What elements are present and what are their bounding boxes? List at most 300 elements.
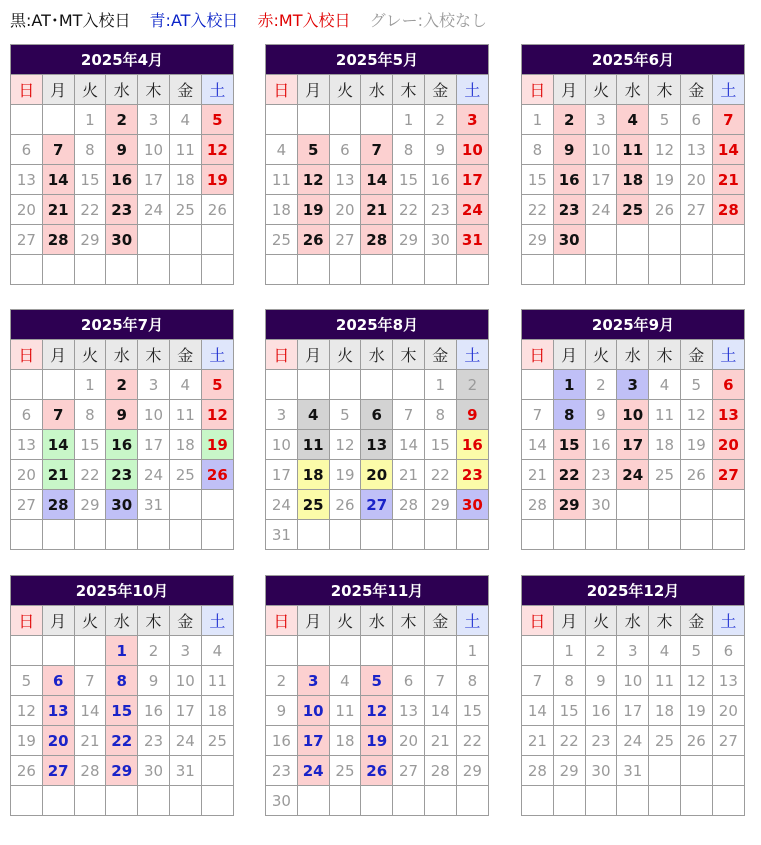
day-cell: 10 — [297, 696, 329, 726]
day-cell: 14 — [424, 696, 456, 726]
day-cell: 24 — [617, 460, 649, 490]
empty-cell — [138, 225, 170, 255]
empty-cell — [42, 370, 74, 400]
day-cell: 28 — [74, 756, 106, 786]
day-cell: 7 — [393, 400, 425, 430]
day-cell: 11 — [169, 400, 201, 430]
day-cell: 12 — [680, 400, 712, 430]
day-cell: 16 — [456, 430, 488, 460]
empty-cell — [42, 786, 74, 816]
empty-cell — [649, 490, 681, 520]
day-cell: 24 — [617, 726, 649, 756]
month-calendar — [265, 309, 489, 550]
weekday-header: 火 — [585, 340, 617, 370]
day-cell: 6 — [329, 135, 361, 165]
empty-cell — [522, 520, 554, 550]
day-cell: 24 — [138, 195, 170, 225]
day-cell: 30 — [456, 490, 488, 520]
empty-cell — [712, 225, 744, 255]
day-cell: 25 — [297, 490, 329, 520]
empty-cell — [424, 636, 456, 666]
weekday-header: 金 — [424, 75, 456, 105]
day-cell: 5 — [361, 666, 393, 696]
day-cell: 28 — [424, 756, 456, 786]
day-cell: 29 — [393, 225, 425, 255]
day-cell: 23 — [585, 726, 617, 756]
day-cell: 26 — [297, 225, 329, 255]
day-cell: 21 — [42, 460, 74, 490]
empty-cell — [617, 255, 649, 285]
weekday-header: 火 — [74, 340, 106, 370]
day-cell: 6 — [712, 370, 744, 400]
month-title: 2025年9月 — [522, 310, 745, 340]
day-cell: 1 — [522, 105, 554, 135]
weekday-header: 火 — [74, 75, 106, 105]
day-cell: 30 — [266, 786, 298, 816]
day-cell: 27 — [712, 460, 744, 490]
day-cell: 11 — [201, 666, 233, 696]
empty-cell — [266, 255, 298, 285]
day-cell: 3 — [138, 370, 170, 400]
day-cell: 5 — [649, 105, 681, 135]
day-cell: 28 — [712, 195, 744, 225]
empty-cell — [585, 225, 617, 255]
empty-cell — [297, 105, 329, 135]
day-cell: 30 — [585, 490, 617, 520]
day-cell: 1 — [456, 636, 488, 666]
day-cell: 6 — [712, 636, 744, 666]
day-cell: 17 — [138, 430, 170, 460]
day-cell: 8 — [553, 400, 585, 430]
weekday-header: 水 — [617, 606, 649, 636]
empty-cell — [297, 786, 329, 816]
day-cell: 12 — [680, 666, 712, 696]
day-cell: 24 — [297, 756, 329, 786]
empty-cell — [680, 225, 712, 255]
day-cell: 16 — [106, 430, 138, 460]
empty-cell — [138, 520, 170, 550]
empty-cell — [201, 255, 233, 285]
day-cell: 2 — [106, 105, 138, 135]
weekday-header: 土 — [456, 606, 488, 636]
day-cell: 3 — [456, 105, 488, 135]
empty-cell — [266, 370, 298, 400]
day-cell: 19 — [649, 165, 681, 195]
day-cell: 23 — [456, 460, 488, 490]
day-cell: 26 — [680, 726, 712, 756]
weekday-header: 木 — [393, 75, 425, 105]
empty-cell — [106, 255, 138, 285]
day-cell: 6 — [11, 135, 43, 165]
day-cell: 1 — [74, 105, 106, 135]
day-cell: 28 — [42, 490, 74, 520]
day-cell: 20 — [11, 195, 43, 225]
day-cell: 8 — [106, 666, 138, 696]
day-cell: 6 — [680, 105, 712, 135]
weekday-header: 木 — [649, 606, 681, 636]
day-cell: 29 — [522, 225, 554, 255]
day-cell: 2 — [266, 666, 298, 696]
day-cell: 9 — [424, 135, 456, 165]
weekday-header: 月 — [553, 340, 585, 370]
month-title: 2025年7月 — [11, 310, 234, 340]
empty-cell — [329, 255, 361, 285]
day-cell: 18 — [329, 726, 361, 756]
empty-cell — [11, 520, 43, 550]
weekday-header: 日 — [266, 606, 298, 636]
day-cell: 4 — [649, 636, 681, 666]
day-cell: 6 — [42, 666, 74, 696]
day-cell: 31 — [456, 225, 488, 255]
weekday-header: 水 — [361, 340, 393, 370]
day-cell: 11 — [649, 400, 681, 430]
weekday-header: 木 — [649, 75, 681, 105]
day-cell: 11 — [649, 666, 681, 696]
legend-blue: 青:AT入校日 — [149, 11, 239, 30]
day-cell: 7 — [522, 400, 554, 430]
day-cell: 3 — [617, 370, 649, 400]
day-cell: 8 — [393, 135, 425, 165]
empty-cell — [297, 520, 329, 550]
empty-cell — [712, 490, 744, 520]
day-cell: 22 — [74, 195, 106, 225]
weekday-header: 土 — [201, 606, 233, 636]
weekday-header: 土 — [712, 606, 744, 636]
day-cell: 15 — [106, 696, 138, 726]
day-cell: 20 — [393, 726, 425, 756]
empty-cell — [424, 786, 456, 816]
day-cell: 12 — [649, 135, 681, 165]
weekday-header: 水 — [106, 340, 138, 370]
day-cell: 23 — [585, 460, 617, 490]
day-cell: 1 — [424, 370, 456, 400]
empty-cell — [361, 520, 393, 550]
weekday-header: 土 — [456, 340, 488, 370]
empty-cell — [585, 786, 617, 816]
empty-cell — [42, 255, 74, 285]
day-cell: 13 — [712, 666, 744, 696]
empty-cell — [424, 520, 456, 550]
day-cell: 8 — [74, 135, 106, 165]
day-cell: 19 — [680, 696, 712, 726]
day-cell: 26 — [11, 756, 43, 786]
weekday-header: 金 — [680, 606, 712, 636]
day-cell: 17 — [169, 696, 201, 726]
day-cell: 29 — [553, 756, 585, 786]
weekday-header: 木 — [138, 606, 170, 636]
day-cell: 23 — [424, 195, 456, 225]
weekday-header: 水 — [361, 75, 393, 105]
day-cell: 5 — [201, 370, 233, 400]
empty-cell — [393, 255, 425, 285]
day-cell: 16 — [138, 696, 170, 726]
day-cell: 14 — [712, 135, 744, 165]
day-cell: 19 — [329, 460, 361, 490]
day-cell: 21 — [361, 195, 393, 225]
day-cell: 17 — [617, 696, 649, 726]
empty-cell — [106, 786, 138, 816]
day-cell: 9 — [106, 135, 138, 165]
weekday-header: 月 — [42, 75, 74, 105]
day-cell: 17 — [585, 165, 617, 195]
day-cell: 1 — [553, 370, 585, 400]
day-cell: 29 — [456, 756, 488, 786]
day-cell: 12 — [11, 696, 43, 726]
day-cell: 27 — [11, 225, 43, 255]
weekday-header: 月 — [42, 606, 74, 636]
day-cell: 30 — [106, 490, 138, 520]
day-cell: 1 — [74, 370, 106, 400]
empty-cell — [329, 520, 361, 550]
day-cell: 28 — [522, 756, 554, 786]
day-cell: 7 — [42, 135, 74, 165]
day-cell: 20 — [361, 460, 393, 490]
empty-cell — [201, 490, 233, 520]
day-cell: 29 — [74, 490, 106, 520]
day-cell: 25 — [649, 460, 681, 490]
weekday-header: 日 — [11, 340, 43, 370]
day-cell: 22 — [522, 195, 554, 225]
empty-cell — [456, 520, 488, 550]
empty-cell — [74, 636, 106, 666]
day-cell: 8 — [456, 666, 488, 696]
weekday-header: 土 — [712, 75, 744, 105]
empty-cell — [11, 370, 43, 400]
day-cell: 9 — [266, 696, 298, 726]
day-cell: 22 — [74, 460, 106, 490]
day-cell: 15 — [522, 165, 554, 195]
day-cell: 13 — [42, 696, 74, 726]
day-cell: 18 — [617, 165, 649, 195]
day-cell: 16 — [585, 696, 617, 726]
day-cell: 11 — [169, 135, 201, 165]
day-cell: 10 — [138, 135, 170, 165]
day-cell: 22 — [553, 726, 585, 756]
day-cell: 10 — [138, 400, 170, 430]
day-cell: 8 — [424, 400, 456, 430]
day-cell: 18 — [169, 430, 201, 460]
empty-cell — [74, 786, 106, 816]
weekday-header: 月 — [297, 340, 329, 370]
day-cell: 16 — [585, 430, 617, 460]
empty-cell — [393, 370, 425, 400]
day-cell: 3 — [266, 400, 298, 430]
day-cell: 9 — [585, 400, 617, 430]
day-cell: 27 — [361, 490, 393, 520]
day-cell: 2 — [106, 370, 138, 400]
day-cell: 30 — [138, 756, 170, 786]
day-cell: 13 — [11, 165, 43, 195]
day-cell: 7 — [42, 400, 74, 430]
day-cell: 22 — [456, 726, 488, 756]
empty-cell — [424, 255, 456, 285]
day-cell: 30 — [106, 225, 138, 255]
day-cell: 15 — [393, 165, 425, 195]
day-cell: 18 — [169, 165, 201, 195]
day-cell: 4 — [169, 105, 201, 135]
weekday-header: 月 — [297, 606, 329, 636]
month-calendar — [521, 309, 745, 550]
day-cell: 16 — [106, 165, 138, 195]
day-cell: 14 — [74, 696, 106, 726]
day-cell: 15 — [456, 696, 488, 726]
day-cell: 20 — [329, 195, 361, 225]
day-cell: 26 — [329, 490, 361, 520]
month-title: 2025年8月 — [266, 310, 489, 340]
month-calendar — [521, 44, 745, 285]
empty-cell — [297, 636, 329, 666]
day-cell: 27 — [393, 756, 425, 786]
day-cell: 25 — [169, 460, 201, 490]
empty-cell — [11, 105, 43, 135]
empty-cell — [361, 636, 393, 666]
day-cell: 12 — [201, 135, 233, 165]
day-cell: 10 — [585, 135, 617, 165]
day-cell: 21 — [74, 726, 106, 756]
day-cell: 29 — [74, 225, 106, 255]
day-cell: 23 — [553, 195, 585, 225]
empty-cell — [585, 520, 617, 550]
day-cell: 6 — [393, 666, 425, 696]
month-calendar — [10, 44, 234, 285]
weekday-header: 金 — [169, 606, 201, 636]
day-cell: 31 — [169, 756, 201, 786]
day-cell: 12 — [361, 696, 393, 726]
empty-cell — [266, 105, 298, 135]
day-cell: 2 — [553, 105, 585, 135]
month-calendar — [521, 575, 745, 816]
day-cell: 2 — [585, 370, 617, 400]
day-cell: 19 — [11, 726, 43, 756]
day-cell: 23 — [106, 195, 138, 225]
empty-cell — [712, 520, 744, 550]
month-title: 2025年11月 — [266, 576, 489, 606]
day-cell: 10 — [617, 400, 649, 430]
day-cell: 16 — [266, 726, 298, 756]
month-calendar — [265, 575, 489, 816]
empty-cell — [201, 520, 233, 550]
day-cell: 10 — [169, 666, 201, 696]
day-cell: 25 — [266, 225, 298, 255]
day-cell: 3 — [585, 105, 617, 135]
day-cell: 19 — [297, 195, 329, 225]
empty-cell — [456, 786, 488, 816]
day-cell: 26 — [201, 460, 233, 490]
day-cell: 1 — [553, 636, 585, 666]
day-cell: 22 — [553, 460, 585, 490]
day-cell: 15 — [553, 430, 585, 460]
day-cell: 29 — [106, 756, 138, 786]
day-cell: 13 — [712, 400, 744, 430]
weekday-header: 日 — [266, 340, 298, 370]
empty-cell — [553, 520, 585, 550]
day-cell: 25 — [329, 756, 361, 786]
day-cell: 31 — [138, 490, 170, 520]
day-cell: 4 — [297, 400, 329, 430]
day-cell: 25 — [169, 195, 201, 225]
empty-cell — [680, 255, 712, 285]
day-cell: 4 — [617, 105, 649, 135]
day-cell: 24 — [138, 460, 170, 490]
weekday-header: 火 — [74, 606, 106, 636]
day-cell: 15 — [553, 696, 585, 726]
day-cell: 31 — [617, 756, 649, 786]
weekday-header: 月 — [297, 75, 329, 105]
empty-cell — [42, 105, 74, 135]
day-cell: 5 — [297, 135, 329, 165]
empty-cell — [329, 786, 361, 816]
empty-cell — [297, 370, 329, 400]
day-cell: 18 — [201, 696, 233, 726]
day-cell: 5 — [680, 370, 712, 400]
empty-cell — [266, 636, 298, 666]
day-cell: 22 — [106, 726, 138, 756]
day-cell: 20 — [42, 726, 74, 756]
empty-cell — [169, 520, 201, 550]
weekday-header: 金 — [424, 606, 456, 636]
month-calendar — [10, 309, 234, 550]
weekday-header: 火 — [585, 75, 617, 105]
empty-cell — [680, 490, 712, 520]
day-cell: 18 — [649, 696, 681, 726]
legend — [10, 8, 501, 34]
weekday-header: 金 — [680, 340, 712, 370]
weekday-header: 日 — [11, 75, 43, 105]
month-calendar — [265, 44, 489, 285]
day-cell: 12 — [297, 165, 329, 195]
weekday-header: 木 — [393, 340, 425, 370]
day-cell: 4 — [169, 370, 201, 400]
legend-gray: グレー:入校なし — [369, 11, 487, 30]
empty-cell — [712, 756, 744, 786]
weekday-header: 水 — [106, 606, 138, 636]
day-cell: 27 — [680, 195, 712, 225]
empty-cell — [169, 255, 201, 285]
empty-cell — [553, 255, 585, 285]
day-cell: 20 — [680, 165, 712, 195]
month-calendar — [10, 575, 234, 816]
day-cell: 21 — [424, 726, 456, 756]
day-cell: 19 — [680, 430, 712, 460]
day-cell: 15 — [74, 430, 106, 460]
weekday-header: 日 — [266, 75, 298, 105]
day-cell: 7 — [361, 135, 393, 165]
empty-cell — [11, 786, 43, 816]
day-cell: 9 — [585, 666, 617, 696]
empty-cell — [393, 636, 425, 666]
day-cell: 8 — [553, 666, 585, 696]
empty-cell — [11, 636, 43, 666]
weekday-header: 金 — [424, 340, 456, 370]
day-cell: 17 — [456, 165, 488, 195]
day-cell: 3 — [138, 105, 170, 135]
day-cell: 14 — [522, 696, 554, 726]
empty-cell — [361, 105, 393, 135]
empty-cell — [361, 255, 393, 285]
empty-cell — [297, 255, 329, 285]
empty-cell — [585, 255, 617, 285]
day-cell: 13 — [11, 430, 43, 460]
weekday-header: 水 — [617, 75, 649, 105]
empty-cell — [393, 786, 425, 816]
day-cell: 11 — [297, 430, 329, 460]
day-cell: 19 — [361, 726, 393, 756]
month-title: 2025年5月 — [266, 45, 489, 75]
day-cell: 26 — [201, 195, 233, 225]
month-title: 2025年12月 — [522, 576, 745, 606]
day-cell: 4 — [201, 636, 233, 666]
weekday-header: 日 — [11, 606, 43, 636]
